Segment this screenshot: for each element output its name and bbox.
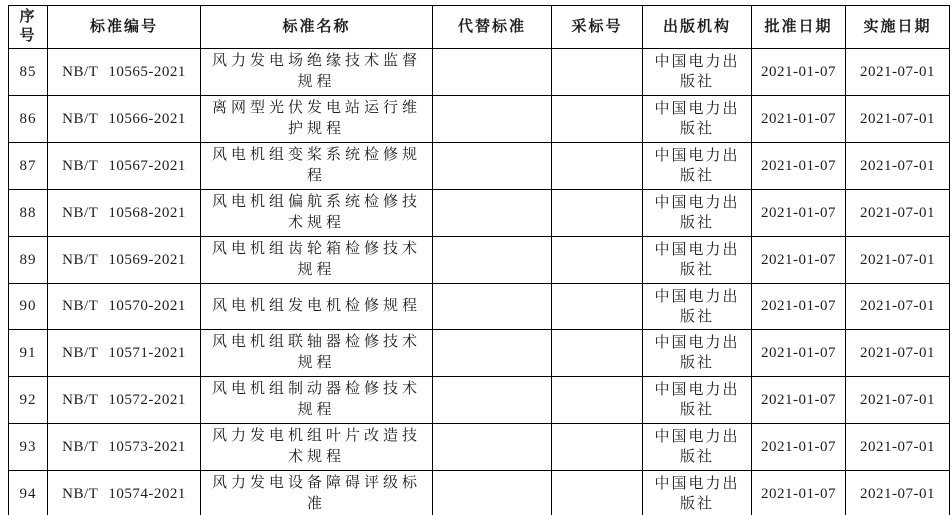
cell-approved: 2021-01-07 [752, 471, 846, 515]
col-header-approved: 批准日期 [752, 6, 846, 49]
cell-implemented: 2021-07-01 [846, 284, 950, 330]
cell-replaced [433, 471, 552, 515]
cell-seq: 94 [9, 471, 48, 515]
cell-approved: 2021-01-07 [752, 284, 846, 330]
col-header-implemented: 实施日期 [846, 6, 950, 49]
cell-approved: 2021-01-07 [752, 237, 846, 284]
table-row [9, 237, 950, 284]
cell-publisher: 中国电力出版社 [643, 424, 752, 471]
cell-publisher: 中国电力出版社 [643, 377, 752, 424]
col-header-publisher: 出版机构 [643, 6, 752, 49]
cell-code: NB/T 10569-2021 [48, 237, 201, 284]
cell-replaced [433, 190, 552, 237]
cell-implemented: 2021-07-01 [846, 424, 950, 471]
cell-adopt [552, 143, 643, 190]
table-row [9, 330, 950, 377]
cell-code: NB/T 10567-2021 [48, 143, 201, 190]
cell-code: NB/T 10571-2021 [48, 330, 201, 377]
cell-replaced [433, 143, 552, 190]
cell-publisher: 中国电力出版社 [643, 143, 752, 190]
standards-table [8, 5, 950, 515]
cell-name: 风电机组偏航系统检修技术规程 [201, 190, 433, 237]
cell-code: NB/T 10570-2021 [48, 284, 201, 330]
cell-name: 离网型光伏发电站运行维护规程 [201, 96, 433, 143]
table-row [9, 424, 950, 471]
cell-code: NB/T 10568-2021 [48, 190, 201, 237]
cell-implemented: 2021-07-01 [846, 49, 950, 96]
cell-approved: 2021-01-07 [752, 143, 846, 190]
cell-seq: 86 [9, 96, 48, 143]
table-row [9, 190, 950, 237]
cell-implemented: 2021-07-01 [846, 143, 950, 190]
cell-adopt [552, 471, 643, 515]
col-header-adopt: 采标号 [552, 6, 643, 49]
cell-publisher: 中国电力出版社 [643, 471, 752, 515]
cell-seq: 92 [9, 377, 48, 424]
cell-name: 风力发电机组叶片改造技术规程 [201, 424, 433, 471]
table-row [9, 284, 950, 330]
cell-publisher: 中国电力出版社 [643, 284, 752, 330]
cell-name: 风电机组联轴器检修技术规程 [201, 330, 433, 377]
cell-seq: 91 [9, 330, 48, 377]
cell-adopt [552, 96, 643, 143]
cell-replaced [433, 330, 552, 377]
cell-implemented: 2021-07-01 [846, 471, 950, 515]
cell-replaced [433, 49, 552, 96]
cell-seq: 87 [9, 143, 48, 190]
cell-approved: 2021-01-07 [752, 96, 846, 143]
cell-seq: 85 [9, 49, 48, 96]
cell-adopt [552, 190, 643, 237]
cell-name: 风电机组变桨系统检修规程 [201, 143, 433, 190]
cell-adopt [552, 330, 643, 377]
cell-seq: 88 [9, 190, 48, 237]
cell-approved: 2021-01-07 [752, 330, 846, 377]
table-body [9, 49, 950, 515]
col-header-replaced: 代替标准 [433, 6, 552, 49]
col-header-code: 标准编号 [48, 6, 201, 49]
cell-replaced [433, 424, 552, 471]
cell-implemented: 2021-07-01 [846, 377, 950, 424]
cell-publisher: 中国电力出版社 [643, 237, 752, 284]
cell-publisher: 中国电力出版社 [643, 330, 752, 377]
cell-code: NB/T 10573-2021 [48, 424, 201, 471]
table-row [9, 143, 950, 190]
cell-name: 风力发电设备障碍评级标准 [201, 471, 433, 515]
cell-replaced [433, 237, 552, 284]
cell-code: NB/T 10572-2021 [48, 377, 201, 424]
col-header-name: 标准名称 [201, 6, 433, 49]
cell-code: NB/T 10574-2021 [48, 471, 201, 515]
table-row [9, 377, 950, 424]
cell-approved: 2021-01-07 [752, 49, 846, 96]
header-row [9, 6, 950, 49]
cell-name: 风电机组齿轮箱检修技术规程 [201, 237, 433, 284]
cell-replaced [433, 284, 552, 330]
cell-name: 风电机组制动器检修技术规程 [201, 377, 433, 424]
cell-publisher: 中国电力出版社 [643, 190, 752, 237]
cell-adopt [552, 284, 643, 330]
cell-implemented: 2021-07-01 [846, 96, 950, 143]
cell-seq: 90 [9, 284, 48, 330]
cell-approved: 2021-01-07 [752, 424, 846, 471]
cell-implemented: 2021-07-01 [846, 330, 950, 377]
table-row [9, 96, 950, 143]
cell-code: NB/T 10566-2021 [48, 96, 201, 143]
cell-implemented: 2021-07-01 [846, 237, 950, 284]
cell-seq: 93 [9, 424, 48, 471]
cell-implemented: 2021-07-01 [846, 190, 950, 237]
col-header-seq: 序号 [9, 6, 48, 49]
cell-code: NB/T 10565-2021 [48, 49, 201, 96]
cell-publisher: 中国电力出版社 [643, 49, 752, 96]
table-row [9, 49, 950, 96]
cell-adopt [552, 49, 643, 96]
table-row [9, 471, 950, 515]
table-header [9, 6, 950, 49]
cell-replaced [433, 377, 552, 424]
cell-adopt [552, 377, 643, 424]
cell-approved: 2021-01-07 [752, 377, 846, 424]
cell-adopt [552, 237, 643, 284]
cell-adopt [552, 424, 643, 471]
cell-replaced [433, 96, 552, 143]
cell-approved: 2021-01-07 [752, 190, 846, 237]
cell-seq: 89 [9, 237, 48, 284]
cell-publisher: 中国电力出版社 [643, 96, 752, 143]
cell-name: 风电机组发电机检修规程 [201, 284, 433, 330]
cell-name: 风力发电场绝缘技术监督规程 [201, 49, 433, 96]
